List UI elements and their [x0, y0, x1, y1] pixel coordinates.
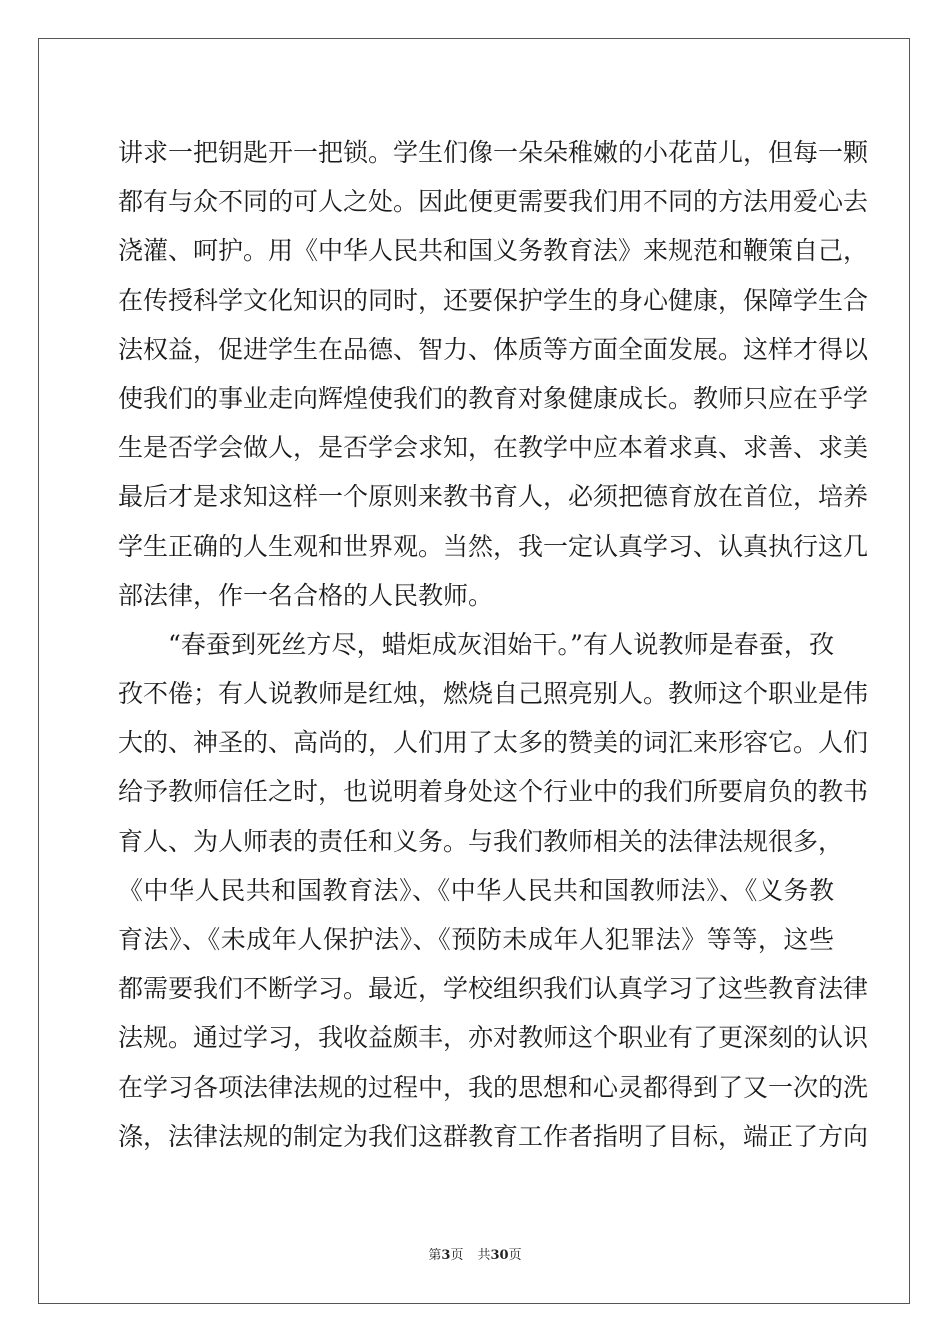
total-suffix: 页: [508, 1248, 522, 1263]
text-line: 给予教师信任之时，也说明着身处这个行业中的我们所要肩负的教书: [118, 777, 869, 807]
text-line: 在学习各项法律法规的过程中，我的思想和心灵都得到了又一次的洗: [118, 1072, 869, 1102]
page-number: 3: [441, 1248, 451, 1263]
text-line: 法权益，促进学生在品德、智力、体质等方面全面发展。这样才得以: [118, 334, 869, 364]
paragraph-start-line: “春蚕到死丝方尽，蜡炬成灰泪始干。”有人说教师是春蚕，孜: [168, 629, 834, 659]
text-line: 都有与众不同的可人之处。因此便更需要我们用不同的方法用爱心去: [118, 187, 869, 217]
text-line: 浇灌、呵护。用《中华人民共和国义务教育法》来规范和鞭策自己，: [118, 236, 869, 266]
text-line: 涤，法律法规的制定为我们这群教育工作者指明了目标，端正了方向: [118, 1121, 869, 1151]
total-pages: 30: [490, 1248, 509, 1263]
text-line: 育法》、《未成年人保护法》、《预防未成年人犯罪法》等等，这些: [118, 925, 834, 954]
text-line: 《中华人民共和国教育法》、《中华人民共和国教师法》、《义务教: [118, 875, 834, 905]
text-line: 学生正确的人生观和世界观。当然，我一定认真学习、认真执行这几: [118, 531, 869, 561]
text-line: 生是否学会做人，是否学会求知，在教学中应本着求真、求善、求美: [118, 433, 869, 463]
page-prefix: 第: [428, 1248, 442, 1263]
page-footer: [0, 1244, 950, 1263]
text-line: 法规。通过学习，我收益颇丰，亦对教师这个职业有了更深刻的认识: [118, 1023, 869, 1053]
text-line: 使我们的事业走向辉煌使我们的教育对象健康成长。教师只应在乎学: [118, 383, 869, 413]
text-line: 孜不倦；有人说教师是红烛，燃烧自己照亮别人。教师这个职业是伟: [118, 679, 869, 709]
text-line: 最后才是求知这样一个原则来教书育人，必须把德育放在首位，培养: [118, 482, 869, 512]
text-line: 讲求一把钥匙开一把锁。学生们像一朵朵稚嫩的小花苗儿，但每一颗: [118, 138, 869, 167]
text-line: 在传授科学文化知识的同时，还要保护学生的身心健康，保障学生合: [118, 285, 869, 315]
document-body: [118, 128, 869, 1161]
text-line: 育人、为人师表的责任和义务。与我们教师相关的法律法规很多，: [118, 826, 844, 856]
paragraph-end-line: 部法律，作一名合格的人民教师。: [118, 580, 494, 610]
page-suffix: 页: [450, 1248, 464, 1263]
text-line: 大的、神圣的、高尚的，人们用了太多的赞美的词汇来形容它。人们: [118, 728, 869, 758]
total-prefix: 共: [477, 1248, 491, 1263]
text-line: 都需要我们不断学习。最近，学校组织我们认真学习了这些教育法律: [118, 974, 869, 1004]
